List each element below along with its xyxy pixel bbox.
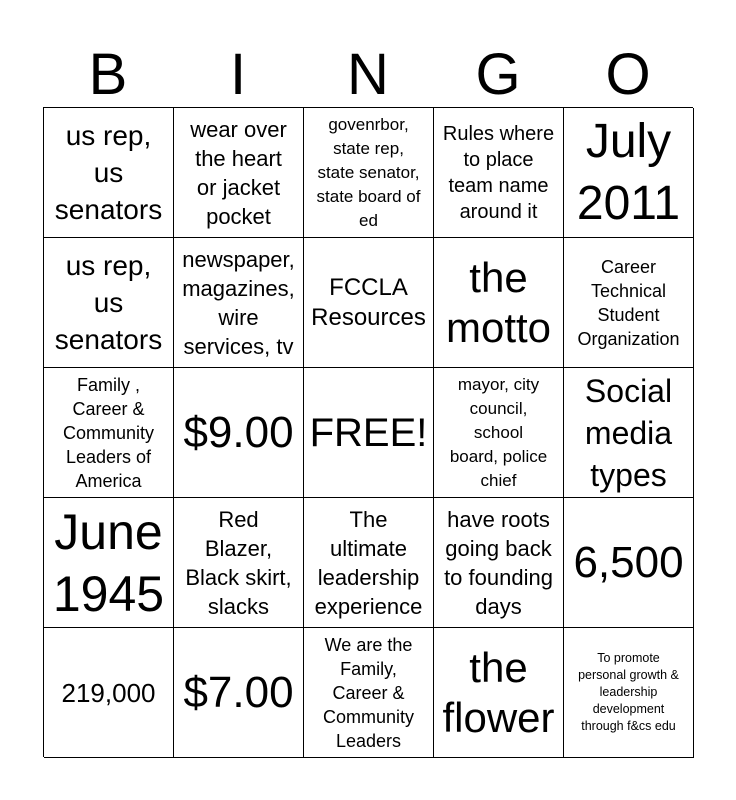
header-letter-g: G <box>475 42 521 107</box>
bingo-cell[interactable]: mayor, city council, school board, police chief <box>434 368 564 498</box>
bingo-cell[interactable]: wear over the heart or jacket pocket <box>174 108 304 238</box>
header-letter-o: O <box>605 42 651 107</box>
bingo-cell[interactable]: We are the Family, Career & Community Leaders <box>304 628 434 758</box>
bingo-cell[interactable]: us rep, us senators <box>44 108 174 238</box>
bingo-cell[interactable]: us rep, us senators <box>44 238 174 368</box>
header-letter-b: B <box>88 42 128 107</box>
bingo-cell[interactable]: the flower <box>434 628 564 758</box>
bingo-cell[interactable]: Rules where to place team name around it <box>434 108 564 238</box>
bingo-cell[interactable]: June 1945 <box>44 498 174 628</box>
bingo-cell[interactable]: The ultimate leadership experience <box>304 498 434 628</box>
bingo-cell[interactable]: 6,500 <box>564 498 694 628</box>
bingo-cell[interactable]: To promote personal growth & leadership development through f&cs edu <box>564 628 694 758</box>
bingo-cell[interactable]: Career Technical Student Organization <box>564 238 694 368</box>
bingo-cell[interactable]: 219,000 <box>44 628 174 758</box>
header-letter-i: I <box>229 42 247 107</box>
bingo-grid <box>43 107 693 757</box>
free-space[interactable]: FREE! <box>304 368 434 498</box>
bingo-cell[interactable]: July 2011 <box>564 108 694 238</box>
bingo-cell[interactable]: $9.00 <box>174 368 304 498</box>
bingo-header <box>43 42 693 108</box>
bingo-cell[interactable]: newspaper, magazines, wire services, tv <box>174 238 304 368</box>
bingo-cell[interactable]: FCCLA Resources <box>304 238 434 368</box>
bingo-cell[interactable]: govenrbor, state rep, state senator, state board of ed <box>304 108 434 238</box>
bingo-cell[interactable]: have roots going back to founding days <box>434 498 564 628</box>
bingo-cell[interactable]: $7.00 <box>174 628 304 758</box>
bingo-cell[interactable]: the motto <box>434 238 564 368</box>
bingo-cell[interactable]: Social media types <box>564 368 694 498</box>
header-letter-n: N <box>347 42 389 107</box>
bingo-cell[interactable]: Red Blazer, Black skirt, slacks <box>174 498 304 628</box>
bingo-cell[interactable]: Family , Career & Community Leaders of America <box>44 368 174 498</box>
